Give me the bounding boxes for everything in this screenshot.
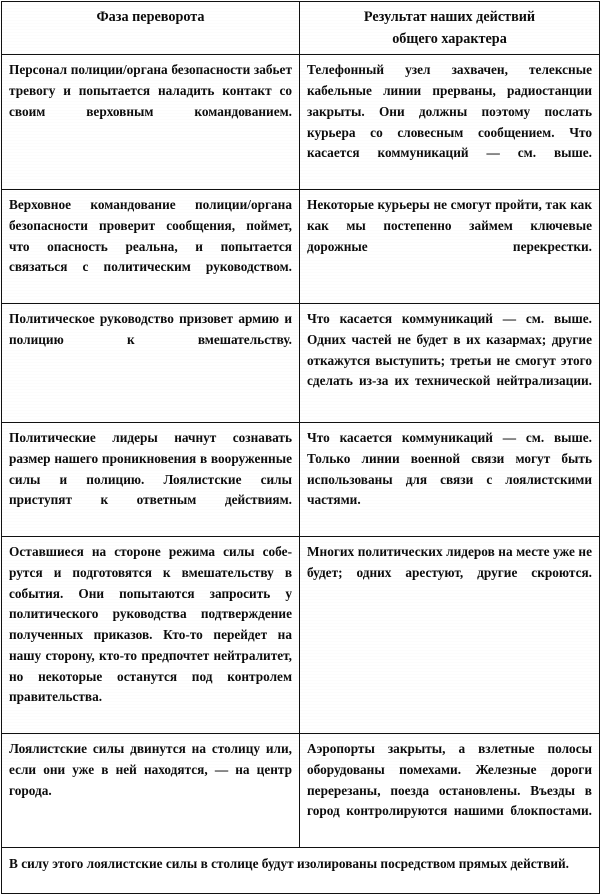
phase-cell [2, 55, 300, 190]
coup-phases-table [1, 1, 600, 894]
phase-cell [2, 303, 300, 422]
phase-text: Политическое руководство призовет армию и полицию к вмешательству. [9, 310, 292, 347]
phase-text: Лоялистские силы двинутся на столицу или, если они уже в ней находятся, — на центр города. [9, 741, 292, 798]
table-row [2, 422, 600, 536]
phase-text: Оставшиеся на стороне режима силы соберутся и подготовятся к вмешательству в события. Они попытаются запросить у политического руководства подтверждение полученных приказов. Кто-то перейдет на нашу сторону, кто-то предпочтет нейтралитет, но некоторые останутся под контролем правительства. [9, 543, 292, 705]
table-row [2, 189, 600, 303]
phase-cell [2, 422, 300, 536]
phase-text: Политические лидеры начнут сознавать размер нашего проникновения в вооруженные силы и полицию. Лоялистские силы приступят к ответным действиям. [9, 429, 292, 508]
table-header-row [2, 2, 600, 55]
result-text: Телефонный узел захвачен, телексные кабельные линии прерваны, радиостанции закрыты. Они должны поэтому послать курьера со словесным сообщением. Что касается коммуникаций — см. выше. [307, 62, 592, 161]
phase-cell [2, 734, 300, 848]
column-header-result [300, 2, 600, 55]
table-footer-row [2, 848, 600, 894]
result-cell [300, 734, 600, 848]
table-body [2, 55, 600, 894]
table-header [2, 2, 600, 55]
phase-cell [2, 189, 300, 303]
result-cell [300, 55, 600, 190]
column-header-result-line2: общего характера [392, 30, 507, 47]
table-row [2, 734, 600, 848]
result-text: Что касается коммуникаций — см. выше. Одних частей не будет в их казармах; другие откажутся выступить; третьи не смогут этого сделать из-за их технической нейтрализации. [307, 310, 592, 389]
result-text: Многих политических лидеров на месте уже не будет; одних арестуют, другие скроются. [307, 543, 592, 580]
footer-text: В силу этого лоялистские силы в столице будут изолированы посредством прямых действий. [9, 856, 569, 872]
phase-text: Верховное командование полиции/органа безопасности проверит сообщения, поймет, что опасность реальна, и попытается связаться с политическим руководством. [9, 196, 292, 275]
column-header-result-line1: Результат наших действий [363, 9, 536, 25]
result-text: Что касается коммуникаций — см. выше. Только линии военной связи могут быть использованы для связи с лоялистскими частями. [307, 429, 592, 508]
result-cell [300, 189, 600, 303]
result-cell [300, 536, 600, 733]
table-row [2, 536, 600, 733]
phase-cell [2, 536, 300, 733]
result-text: Некоторые курьеры не смогут пройти, так как как мы постепенно займем ключевые дорожные перекрестки. [307, 196, 592, 254]
result-cell [300, 303, 600, 422]
footer-cell [2, 848, 600, 894]
result-cell [300, 422, 600, 536]
column-header-phase [2, 2, 300, 55]
result-text: Аэропорты закрыты, а взлетные полосы оборудованы помехами. Железные дороги перерезаны, поезда остановлены. Въезды в город контролируются нашими блокпостами. [307, 741, 592, 819]
table-row [2, 55, 600, 190]
table-row [2, 303, 600, 422]
phase-text: Персонал полиции/органа безопасности забьет тревогу и попытается наладить контакт со своим верховным командованием. [9, 62, 292, 119]
document-page [0, 1, 600, 872]
column-header-phase-label: Фаза переворота [96, 9, 205, 25]
